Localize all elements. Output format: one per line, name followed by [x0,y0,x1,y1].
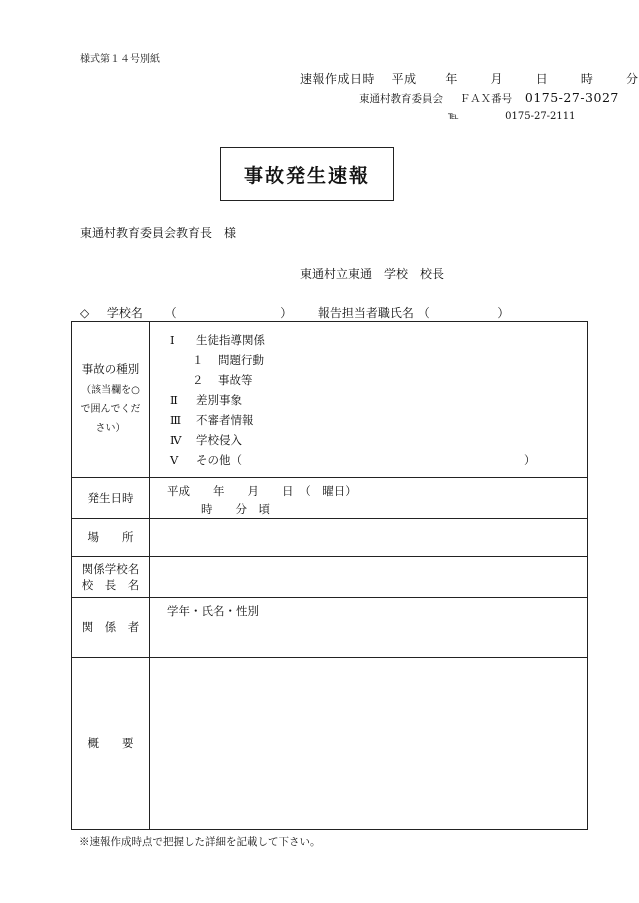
school-reporter-line [80,304,509,321]
summary-label-cell [72,658,150,830]
month-label: 月 [490,72,504,86]
persons-label: 関 係 者 [81,620,140,635]
school-name-open: （ [164,306,177,320]
type-option-1-2[interactable]: ２ 事故等 [192,373,253,387]
reporter-close: ） [497,306,510,320]
school-name-close: ） [280,306,293,320]
day-label: 日 [535,72,549,86]
type-option-5[interactable]: Ⅴ その他（ ） [170,450,587,470]
incident-type-label: 事故の種別 [81,361,140,376]
persons-field-cell[interactable] [150,598,588,658]
date-label: 発生日時 [87,490,134,505]
reporter-label: 報告担当者職氏名 [317,306,414,320]
summary-field-cell[interactable] [150,658,588,830]
date-label-cell [72,478,150,519]
report-datetime-line [300,70,639,87]
date-line-1: 平成 年 月 日 （ 曜日） [167,484,357,498]
created-label: 速報作成日時 [300,72,376,86]
type-option-1[interactable]: Ⅰ 生徒指導関係 [170,333,265,347]
form-number: 様式第１４号別紙 [80,54,160,65]
office-name: 東通村教育委員会 [359,93,443,105]
school-name-label: 学校名 [106,306,143,320]
type-option-2[interactable]: Ⅱ 差別事象 [170,393,242,407]
principal-field-cell[interactable] [150,557,588,598]
principal-label-2: 校 長 名 [81,578,140,592]
sender: 東通村立東通 学校 校長 [300,267,445,281]
date-field-cell[interactable] [150,478,588,519]
incident-type-note-1: （該当欄を○ [81,385,140,397]
reporter-open: （ [417,306,430,320]
fax-number: 0175-27-3027 [524,90,619,105]
type-option-3[interactable]: Ⅲ 不審者情報 [170,413,254,427]
principal-label-1: 関係学校名 [81,561,140,576]
persons-hint: 学年・氏名・性別 [167,604,259,618]
era-label: 平成 [391,72,417,86]
page-title: 事故発生速報 [220,147,394,201]
fax-label: ＦＡＸ番号 [459,93,513,105]
tel-line [448,111,576,122]
diamond-marker: ◇ [80,306,90,320]
incident-form-table [71,321,588,830]
other-detail-field[interactable] [242,450,524,470]
minute-label: 分 [626,72,639,86]
date-line-2: 時 分 頃 [201,502,270,516]
fax-line [359,90,619,106]
place-field-cell[interactable] [150,519,588,557]
incident-type-options-cell[interactable] [150,322,588,478]
incident-type-label-cell [72,322,150,478]
year-label: 年 [445,72,458,86]
summary-label: 概 要 [87,736,134,751]
addressee: 東通村教育委員会教育長 様 [80,226,237,240]
type-option-4[interactable]: Ⅳ 学校侵入 [170,433,242,447]
incident-type-note-2: で囲んでくだ [80,404,141,416]
principal-label-cell [72,557,150,598]
hour-label: 時 [580,72,594,86]
place-label-cell [72,519,150,557]
tel-label: ℡ [448,111,459,122]
type-option-1-1[interactable]: １ 問題行動 [192,353,264,367]
footer-note: ※速報作成時点で把握した詳細を記載して下さい。 [79,836,321,848]
tel-number: 0175-27-2111 [505,111,576,122]
place-label: 場 所 [87,530,134,545]
persons-label-cell [72,598,150,658]
incident-type-note-3: さい） [95,423,126,435]
